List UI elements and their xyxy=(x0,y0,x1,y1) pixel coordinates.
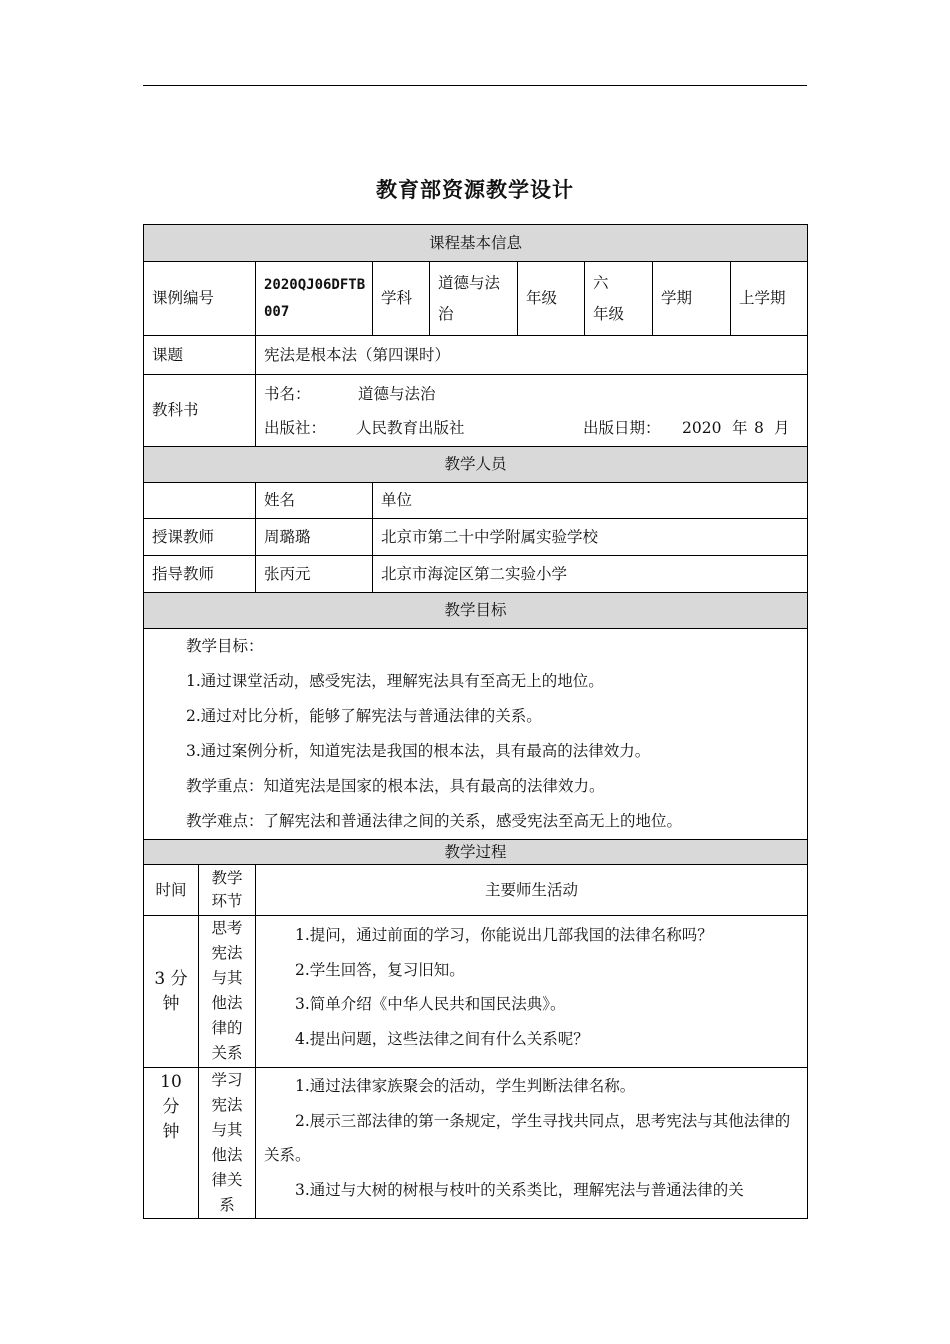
pubdate-year: 2020 xyxy=(682,418,722,437)
staff-role: 授课教师 xyxy=(144,519,256,556)
topic-row xyxy=(144,336,808,375)
basic-info-header: 课程基本信息 xyxy=(144,225,808,262)
pubdate-year-unit: 年 xyxy=(732,418,748,437)
topic-label: 课题 xyxy=(144,336,256,375)
process-col-time: 时间 xyxy=(144,865,199,916)
basic-info-row xyxy=(144,262,808,336)
activity-line: 3.简单介绍《中华人民共和国民法典》。 xyxy=(295,995,566,1013)
term-value: 上学期 xyxy=(731,262,808,336)
process-row xyxy=(144,916,808,1068)
staff-unit: 北京市海淀区第二实验小学 xyxy=(373,556,808,593)
basic-info-header-row xyxy=(144,225,808,262)
process-activity xyxy=(256,1068,808,1219)
grade-label: 年级 xyxy=(518,262,585,336)
process-activity xyxy=(256,916,808,1068)
publisher-label: 出版社： xyxy=(264,418,327,437)
staff-unit: 北京市第二十中学附属实验学校 xyxy=(373,519,808,556)
staff-name: 周璐璐 xyxy=(256,519,373,556)
book-name-value: 道德与法治 xyxy=(358,384,436,403)
activity-line: 3.通过与大树的树根与枝叶的关系类比，理解宪法与普通法律的关 xyxy=(295,1180,744,1199)
activity-line: 1.通过法律家族聚会的活动，学生判断法律名称。 xyxy=(295,1077,636,1095)
staff-header: 教学人员 xyxy=(144,447,808,483)
activity-line: 2.展示三部法律的第一条规定，学生寻找共同点，思考宪法与其他法律的关系。 xyxy=(264,1111,791,1164)
subject-value: 道德与法 治 xyxy=(430,262,518,336)
process-header: 教学过程 xyxy=(144,840,808,865)
case-no-label: 课例编号 xyxy=(144,262,256,336)
pubdate-label: 出版日期： xyxy=(583,418,661,437)
goals-content xyxy=(144,629,808,840)
goals-header: 教学目标 xyxy=(144,593,808,629)
textbook-label: 教科书 xyxy=(144,375,256,447)
pubdate-month: 8 xyxy=(754,418,764,437)
activity-line: 1.提问，通过前面的学习，你能说出几部我国的法律名称吗？ xyxy=(295,926,713,944)
staff-role: 指导教师 xyxy=(144,556,256,593)
grade-value: 六 年级 xyxy=(585,262,653,336)
staff-col-unit: 单位 xyxy=(373,483,808,519)
pubdate-month-unit: 月 xyxy=(774,418,790,437)
activity-line: 4.提出问题，这些法律之间有什么关系呢？ xyxy=(295,1029,589,1048)
process-row xyxy=(144,1068,808,1219)
publisher-value: 人民教育出版社 xyxy=(356,418,465,437)
subject-label: 学科 xyxy=(373,262,430,336)
process-stage: 学习 宪法 与其 他法 律关 系 xyxy=(199,1068,256,1219)
goals-line: 教学目标： xyxy=(186,637,264,655)
process-stage: 思考 宪法 与其 他法 律的 关系 xyxy=(199,916,256,1068)
topic-value: 宪法是根本法（第四课时） xyxy=(256,336,808,375)
staff-name: 张丙元 xyxy=(256,556,373,593)
textbook-info xyxy=(256,375,808,447)
goals-row xyxy=(144,629,808,840)
process-time: 10 分 钟 xyxy=(144,1068,199,1219)
page-title: 教育部资源教学设计 xyxy=(376,177,574,202)
goals-line: 教学难点：了解宪法和普通法律之间的关系，感受宪法至高无上的地位。 xyxy=(186,812,683,830)
textbook-row xyxy=(144,375,808,447)
goals-line: 2.通过对比分析，能够了解宪法与普通法律的关系。 xyxy=(186,707,542,725)
staff-columns-row xyxy=(144,483,808,519)
process-columns-row xyxy=(144,865,808,916)
goals-line: 教学重点：知道宪法是国家的根本法，具有最高的法律效力。 xyxy=(186,777,605,795)
staff-row xyxy=(144,519,808,556)
case-no-value: 2020QJ06DFTB 007 xyxy=(256,262,373,336)
staff-col-name: 姓名 xyxy=(256,483,373,519)
staff-row xyxy=(144,556,808,593)
goals-line: 1.通过课堂活动，感受宪法，理解宪法具有至高无上的地位。 xyxy=(186,672,604,690)
staff-header-row xyxy=(144,447,808,483)
process-time: 3 分 钟 xyxy=(144,916,199,1068)
staff-col-blank xyxy=(144,483,256,519)
term-label: 学期 xyxy=(653,262,731,336)
book-name-label: 书名： xyxy=(264,384,311,403)
goals-header-row xyxy=(144,593,808,629)
process-col-stage: 教学 环节 xyxy=(199,865,256,916)
goals-line: 3.通过案例分析，知道宪法是我国的根本法，具有最高的法律效力。 xyxy=(186,742,651,760)
lesson-table xyxy=(143,224,807,1219)
header-rule xyxy=(143,85,807,86)
process-col-activity: 主要师生活动 xyxy=(256,865,808,916)
process-header-row xyxy=(144,840,808,865)
activity-line: 2.学生回答，复习旧知。 xyxy=(295,960,465,979)
